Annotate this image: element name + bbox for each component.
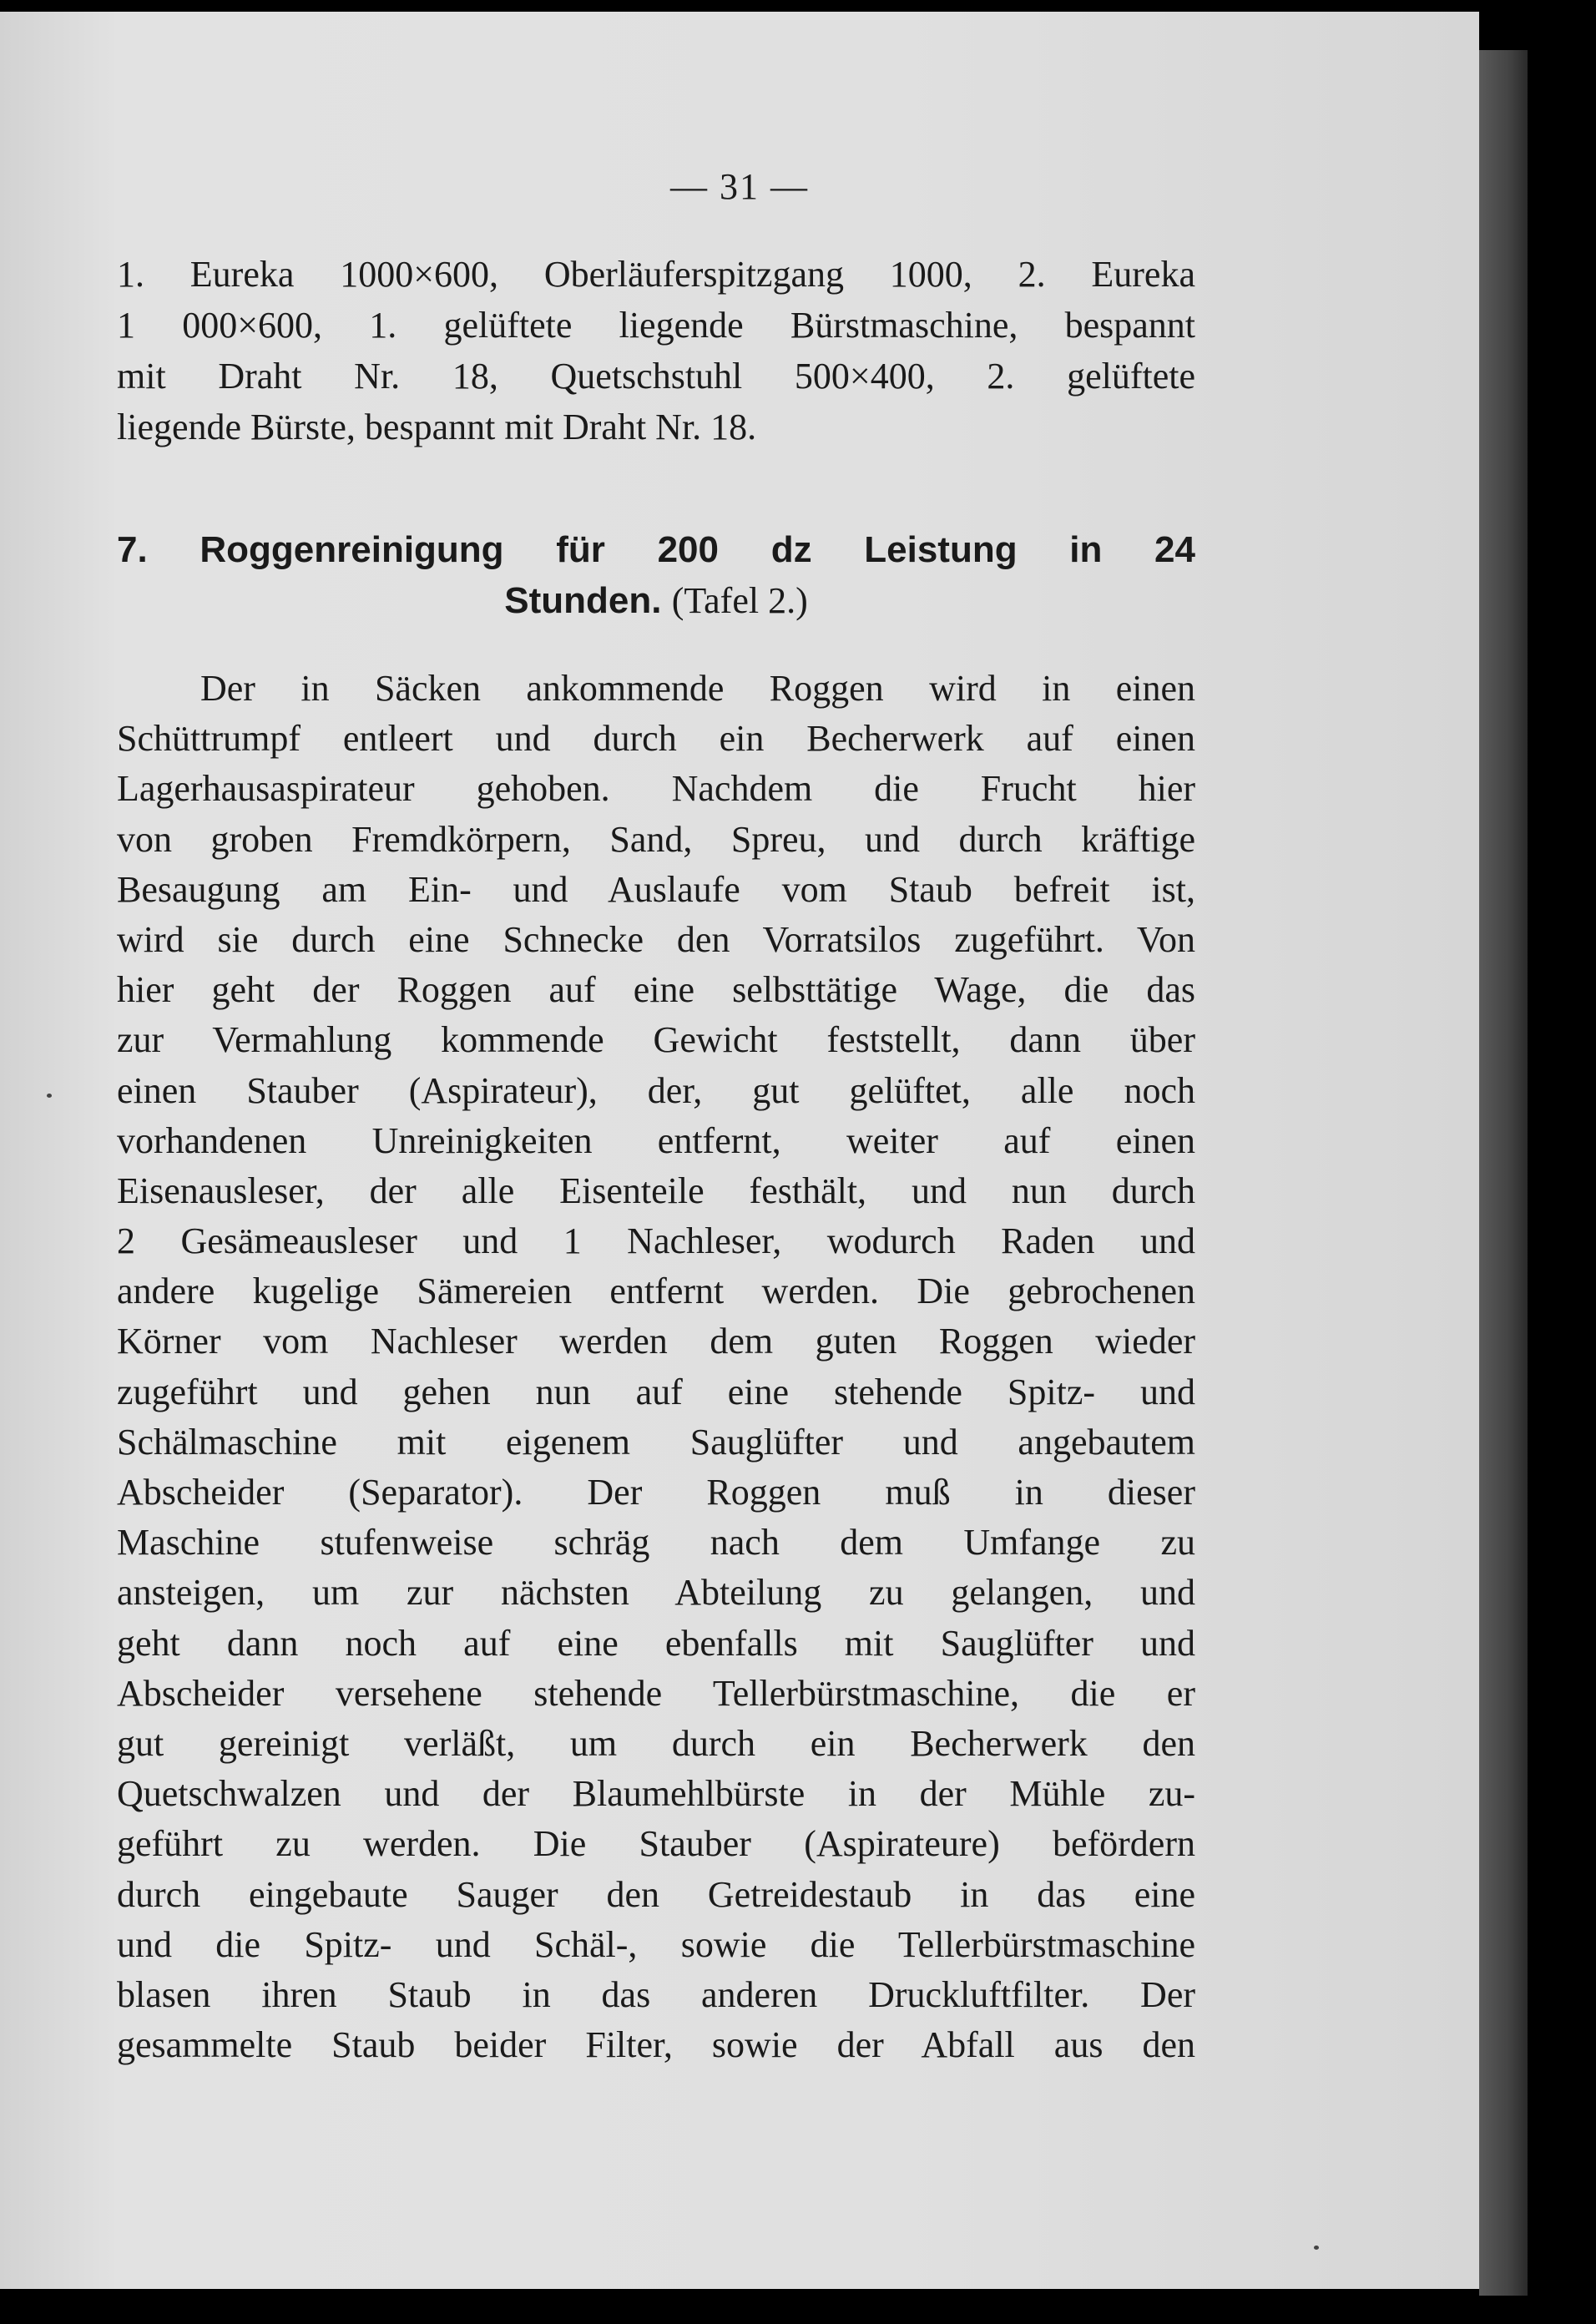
page-edge-shadow	[1479, 50, 1528, 2296]
text-line: Eisenausleser, der alle Eisenteile festhält, und nun durch	[117, 1170, 1195, 1211]
text-line: Abscheider versehene stehende Tellerbürstmaschine, die er	[117, 1672, 1195, 1714]
text-line: einen Stauber (Aspirateur), der, gut gelüftet, alle noch	[117, 1069, 1195, 1111]
text-line: mit Draht Nr. 18, Quetschstuhl 500×400, 2. gelüftete	[117, 356, 1195, 397]
heading-plate-reference: (Tafel 2.)	[671, 580, 808, 621]
text-line: geführt zu werden. Die Stauber (Aspirateure) befördern	[117, 1823, 1195, 1865]
page-number: — 31 —	[670, 166, 809, 207]
heading-line-1: 7. Roggenreinigung für 200 dz Leistung in 24	[117, 529, 1195, 570]
text-line: liegende Bürste, bespannt mit Draht Nr. 18.	[117, 407, 757, 447]
text-line: Schüttrumpf entleert und durch ein Becherwerk auf einen	[117, 718, 1195, 760]
intro-paragraph	[117, 249, 1195, 452]
text-line: Quetschwalzen und der Blaumehlbürste in der Mühle zu-	[117, 1773, 1195, 1815]
text-line: gesammelte Staub beider Filter, sowie der Abfall aus den	[117, 2024, 1195, 2066]
section-heading	[117, 524, 1195, 626]
text-line: ansteigen, um zur nächsten Abteilung zu gelangen, und	[117, 1572, 1195, 1614]
text-line: 2 Gesämeausleser und 1 Nachleser, wodurch Raden und	[117, 1220, 1195, 1262]
text-line: Der in Säcken ankommende Roggen wird in einen	[200, 668, 1195, 709]
heading-bold-text: Stunden.	[504, 580, 662, 621]
text-line: vorhandenen Unreinigkeiten entfernt, weiter auf einen	[117, 1119, 1195, 1161]
text-line: wird sie durch eine Schnecke den Vorratsilos zugeführt. Von	[117, 918, 1195, 960]
text-line: 1. Eureka 1000×600, Oberläuferspitzgang 1000, 2. Eureka	[117, 254, 1195, 295]
scan-speck	[47, 1094, 52, 1098]
text-line: zur Vermahlung kommende Gewicht feststellt, dann über	[117, 1019, 1195, 1061]
text-line: Schälmaschine mit eigenem Sauglüfter und angebautem	[117, 1421, 1195, 1463]
text-line: Besaugung am Ein- und Auslaufe vom Staub befreit ist,	[117, 868, 1195, 910]
text-line: durch eingebaute Sauger den Getreidestaub in das eine	[117, 1873, 1195, 1915]
text-line: Abscheider (Separator). Der Roggen muß in dieser	[117, 1472, 1195, 1513]
text-line: Maschine stufenweise schräg nach dem Umfange zu	[117, 1522, 1195, 1564]
text-line: gut gereinigt verläßt, um durch ein Becherwerk den	[117, 1722, 1195, 1764]
text-line: Körner vom Nachleser werden dem guten Roggen wieder	[117, 1321, 1195, 1362]
text-line: geht dann noch auf eine ebenfalls mit Sauglüfter und	[117, 1622, 1195, 1664]
text-line: 1 000×600, 1. gelüftete liegende Bürstmaschine, bespannt	[117, 305, 1195, 346]
body-paragraph	[117, 664, 1195, 2070]
scan-speck	[1314, 2246, 1319, 2250]
text-line: blasen ihren Staub in das anderen Druckluftfilter. Der	[117, 1973, 1195, 2015]
text-line: andere kugelige Sämereien entfernt werden. Die gebrochenen	[117, 1271, 1195, 1312]
text-line: von groben Fremdkörpern, Sand, Spreu, und durch kräftige	[117, 818, 1195, 860]
text-line: zugeführt und gehen nun auf eine stehende Spitz- und	[117, 1371, 1195, 1412]
text-line: und die Spitz- und Schäl-, sowie die Tellerbürstmaschine	[117, 1923, 1195, 1965]
text-line: hier geht der Roggen auf eine selbsttätige Wage, die das	[117, 969, 1195, 1011]
heading-line-2	[117, 575, 1195, 626]
text-line: Lagerhausaspirateur gehoben. Nachdem die Frucht hier	[117, 768, 1195, 810]
